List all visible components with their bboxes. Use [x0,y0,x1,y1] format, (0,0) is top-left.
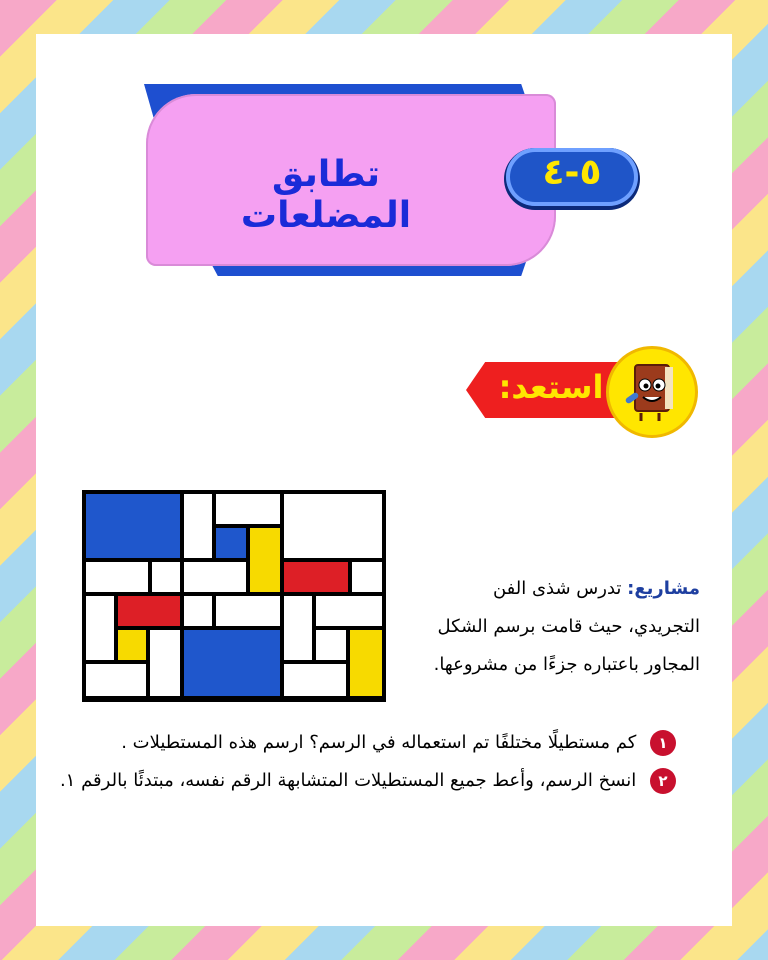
rect [284,664,346,696]
question-number-badge: ١ [650,730,676,756]
rect-blue-top-left [86,494,180,558]
question-1 [56,724,676,762]
rect-red-left [118,596,180,626]
rect [184,494,212,558]
projects-label: مشاريع: [627,578,700,599]
rect [316,596,382,626]
lesson-number: ٥-٤ [542,152,602,193]
page [36,34,732,926]
question-2 [56,762,676,800]
mondrian-figure [82,490,386,702]
lesson-title: تطابق المضلعات [240,154,412,236]
rect-yellow-right [350,630,382,696]
question-text: انسخ الرسم، وأعط جميع المستطيلات المتشابهة الرقم نفسه، مبتدئًا بالرقم ١. [59,770,637,791]
rect [150,630,180,696]
question-text: كم مستطيلًا مختلفًا تم استعماله في الرسم؟ ارسم هذه المستطيلات . [121,732,637,753]
rect-blue-small [216,528,246,558]
prepare-label: استعد: [498,368,604,406]
rect [284,494,382,558]
rect [316,630,346,660]
rect [352,562,382,592]
rect [86,562,148,592]
rect [284,596,312,660]
rect [86,596,114,660]
rect [184,596,212,626]
question-number-badge: ٢ [650,768,676,794]
rect [86,664,146,696]
rect [152,562,180,592]
rect [216,596,280,626]
projects-paragraph [416,570,700,684]
rect-blue-bottom [184,630,280,696]
book-mascot-icon [606,346,698,438]
rect-red-right [284,562,348,592]
rect [216,494,280,524]
rect [184,562,246,592]
rect-yellow-small [118,630,146,660]
projects-text: تدرس شذى الفن التجريدي، حيث قامت برسم الشكل المجاور باعتباره جزءًا من مشروعها. [433,578,700,675]
rect-yellow-tall [250,528,280,592]
